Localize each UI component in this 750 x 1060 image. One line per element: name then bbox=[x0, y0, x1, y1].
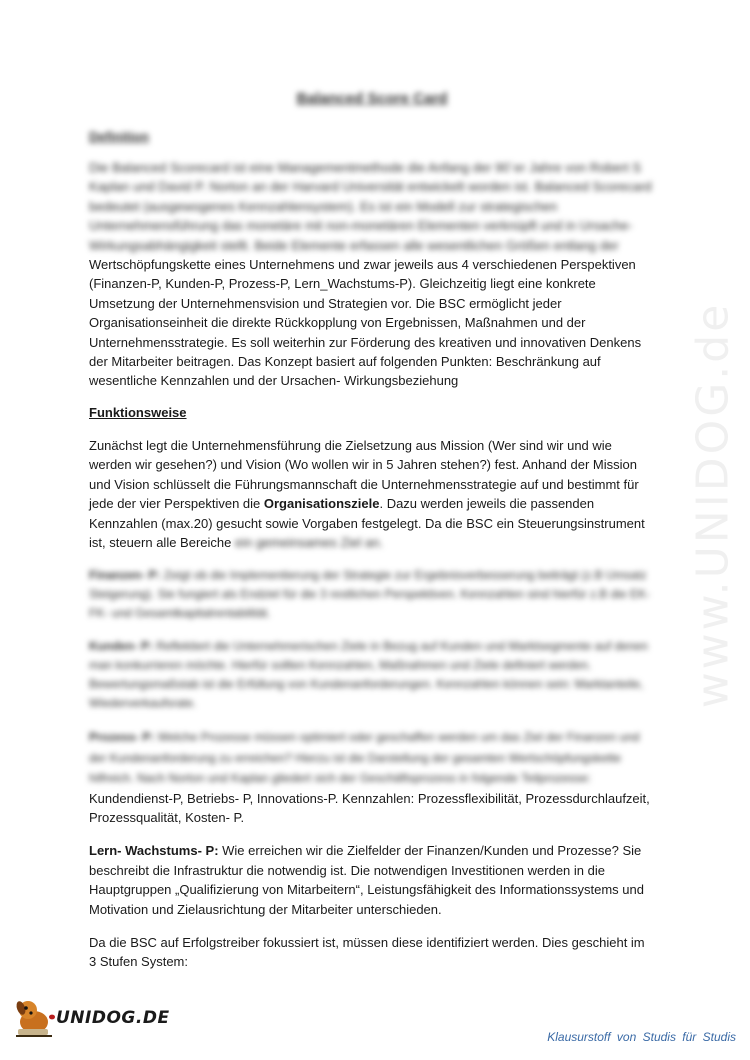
funktionsweise-text-after: . Dazu werden jeweils die passenden Kennzahlen (max.20) gesucht sowie Vorgaben festgelegt. Da die BSC ein Steuerungsinstrument ist, steuern alle Bereiche bbox=[89, 496, 645, 550]
lern-text: Wie erreichen wir die Zielfelder der Finanzen/Kunden und Prozesse? Sie beschreibt die Infrastruktur die notwendig ist. Die notwendigen Investitionen werden in die Hauptgruppen „Qualifizierung von Mitarbeitern“, Leistungsfähigkeit des Informationssystems und Motivation und Zielausrichtung der Mitarbeiter unterschieden. bbox=[89, 843, 644, 917]
dog-mascot-icon bbox=[12, 996, 58, 1040]
paragraph-finanzen bbox=[89, 566, 655, 623]
paragraph-lern bbox=[89, 841, 655, 919]
paragraph-prozess bbox=[89, 727, 655, 827]
footer-tagline: Klausurstoff von Studis für Studis bbox=[547, 1030, 736, 1044]
definition-text: Wertschöpfungskette eines Unternehmens und zwar jeweils aus 4 verschiedenen Perspektiven (Finanzen-P, Kunden-P, Prozess-P, Lern_Wachstums-P). Gleichzeitig liegt eine konkrete Umsetzung der Unternehmensvision und Strategien vor. Die BSC ermöglicht jeder Organisationseinheit die direkte Rückkopplung von Ergebnissen, Maßnahmen und der Unternehmensstrategie. Es soll weiterhin zur Förderung des kreativen und innovativen Denkens der Mitarbeiter beitragen. Das Konzept basiert auf folgenden Punkten: Beschränkung auf wesentliche Kennzahlen und der Ursachen- Wirkungsbeziehung bbox=[89, 257, 642, 389]
funktionsweise-text: Zunächst legt die Unternehmensführung die Zielsetzung aus Mission (Wer sind wir und wie werden wir gesehen?) und Vision (Wo wollen wir in 5 Jahren stehen?) fest. Anhand der Mission und Vision schlüsselt die Führungsmannschaft die Unternehmensstrategie auf und bestimmt für jede der vier Perspektiven die bbox=[89, 437, 639, 512]
organisationsziele-bold: Organisationsziele bbox=[263, 496, 380, 512]
logo-text: UNIDOG.DE bbox=[56, 1008, 170, 1028]
kunden-label: Kunden- P: bbox=[89, 639, 153, 654]
finanzen-text: Zeigt ob die Implementierung der Strategie zur Ergebnisverbesserung beiträgt (z.B Umsatz Steigerung). Sie fungiert als Endziel für die 3 restlichen Perspektiven. Kennzahlen sind hierfür z.B die EK-FK- und Gesamtkapitalrentabilität. bbox=[89, 568, 650, 621]
unidog-logo bbox=[12, 996, 170, 1040]
prozess-blurred bbox=[89, 730, 640, 785]
heading-definition: Definition bbox=[89, 129, 149, 144]
lern-label: Lern- Wachstums- P: bbox=[89, 843, 219, 859]
paragraph-definition bbox=[89, 158, 655, 391]
document-title: Balanced Score Card bbox=[296, 90, 448, 107]
heading-funktionsweise: Funktionsweise bbox=[89, 404, 187, 420]
definition-blurred-text: Die Balanced Scorecard ist eine Managementmethode die Anfang der 90´er Jahre von Robert S Kaplan und David P. Norton an der Harvard Universität entwickelt worden ist. Balanced Scorecard bedeutet (ausgewogenes Kennzahlensystem). Es ist ein Modell zur strategischen Unternehmensführung das monetäre mit non-monetären Elementen verknüpft und in Ursache-Wirkungsabhängigkeit stellt. Beide Elemente erfassen alle wesentlichen Größen entlang der bbox=[89, 160, 652, 253]
paragraph-kunden bbox=[89, 637, 655, 713]
paragraph-closing: Da die BSC auf Erfolgstreiber fokussiert ist, müssen diese identifiziert werden. Dies geschieht im 3 Stufen System: bbox=[89, 934, 645, 970]
document-content bbox=[89, 88, 655, 986]
prozess-label: Prozess- P: bbox=[89, 730, 155, 745]
kunden-text: Reflektiert die Unternehmerischen Ziele in Bezug auf Kunden und Marktsegmente auf denen man konkurrieren möchte. Hierfür sollten Kennzahlen, Maßnahmen und Ziele definiert werden. Bewertungsmaßstab ist die Erfüllung von Kundenanforderungen. Kennzahlen können sein: Marktanteile, Wiederverkaufsrate. bbox=[89, 639, 648, 711]
funktionsweise-blurred-tail: ein gemeinsames Ziel an. bbox=[234, 534, 384, 550]
paragraph-funktionsweise bbox=[89, 436, 655, 552]
finanzen-label: Finanzen- P: bbox=[89, 568, 161, 583]
watermark: www.UNIDOG.de bbox=[687, 301, 739, 709]
prozess-blurred-text: Welche Prozesse müssen optimiert oder geschaffen werden um das Ziel der Finanzen und der Kundenanforderung zu erreichen? Hierzu ist die Darstellung der gesamten Wertschöpfungskette hilfreich. Nach Norton und Kaplan gliedert sich der Geschäftsprozess in folgende Teilprozesse: bbox=[89, 730, 640, 786]
prozess-text: Kundendienst-P, Betriebs- P, Innovations-P. Kennzahlen: Prozessflexibilität, Prozessdurchlaufzeit, Prozessqualität, Kosten- P. bbox=[89, 790, 650, 825]
